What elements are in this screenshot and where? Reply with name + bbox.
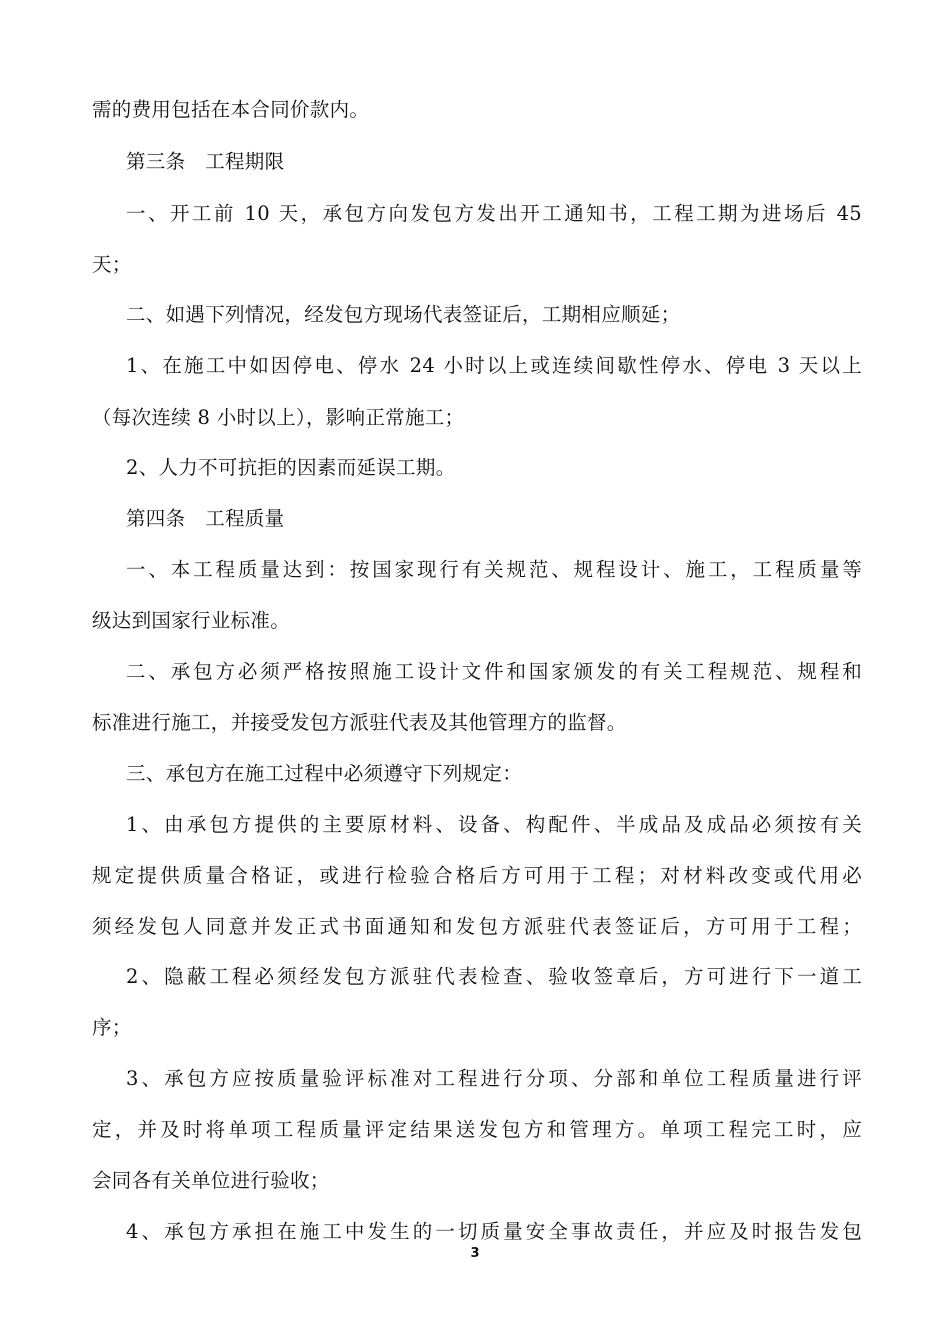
text-line: 级达到国家行业标准。 [92,609,291,632]
text-line: 2、人力不可抗拒的因素而延误工期。 [126,456,456,479]
text-line: 三、承包方在施工过程中必须遵守下列规定： [126,762,523,785]
text-line: 序； [92,1016,132,1039]
article-heading-4: 第四条 工程质量 [126,507,285,530]
text-line: 一、开工前 10 天，承包方向发包方发出开工通知书，工程工期为进场后 45 [126,202,862,225]
article-heading-3: 第三条 工程期限 [126,150,285,173]
text-line: 天； [92,253,132,276]
text-line: 定，并及时将单项工程质量评定结果送发包方和管理方。单项工程完工时，应 [92,1118,862,1141]
paragraph-continuation: 需的费用包括在本合同价款内。 [92,98,370,121]
text-line: 2、隐蔽工程必须经发包方派驻代表检查、验收签章后，方可进行下一道工 [126,965,862,988]
text-line: 标准进行施工，并接受发包方派驻代表及其他管理方的监督。 [92,711,627,734]
text-line: 一、本工程质量达到：按国家现行有关规范、规程设计、施工，工程质量等 [126,558,862,581]
text-line: 规定提供质量合格证，或进行检验合格后方可用于工程；对材料改变或代用必 [92,864,862,887]
text-line: 须经发包人同意并发正式书面通知和发包方派驻代表签证后，方可用于工程； [92,915,862,938]
text-line: 1、由承包方提供的主要原材料、设备、构配件、半成品及成品必须按有关 [126,813,862,836]
text-line: 二、如遇下列情况，经发包方现场代表签证后，工期相应顺延； [126,303,681,326]
text-line: 二、承包方必须严格按照施工设计文件和国家颁发的有关工程规范、规程和 [126,660,862,683]
text-line: 1、在施工中如因停电、停水 24 小时以上或连续间歇性停水、停电 3 天以上 [126,354,862,377]
page-number: 3 [470,1246,480,1261]
text-line: （每次连续 8 小时以上），影响正常施工； [92,406,465,429]
text-line: 3、承包方应按质量验评标准对工程进行分项、分部和单位工程质量进行评 [126,1067,862,1090]
text-line: 4、承包方承担在施工中发生的一切质量安全事故责任，并应及时报告发包 [126,1220,862,1243]
text-line: 会同各有关单位进行验收； [92,1169,330,1192]
